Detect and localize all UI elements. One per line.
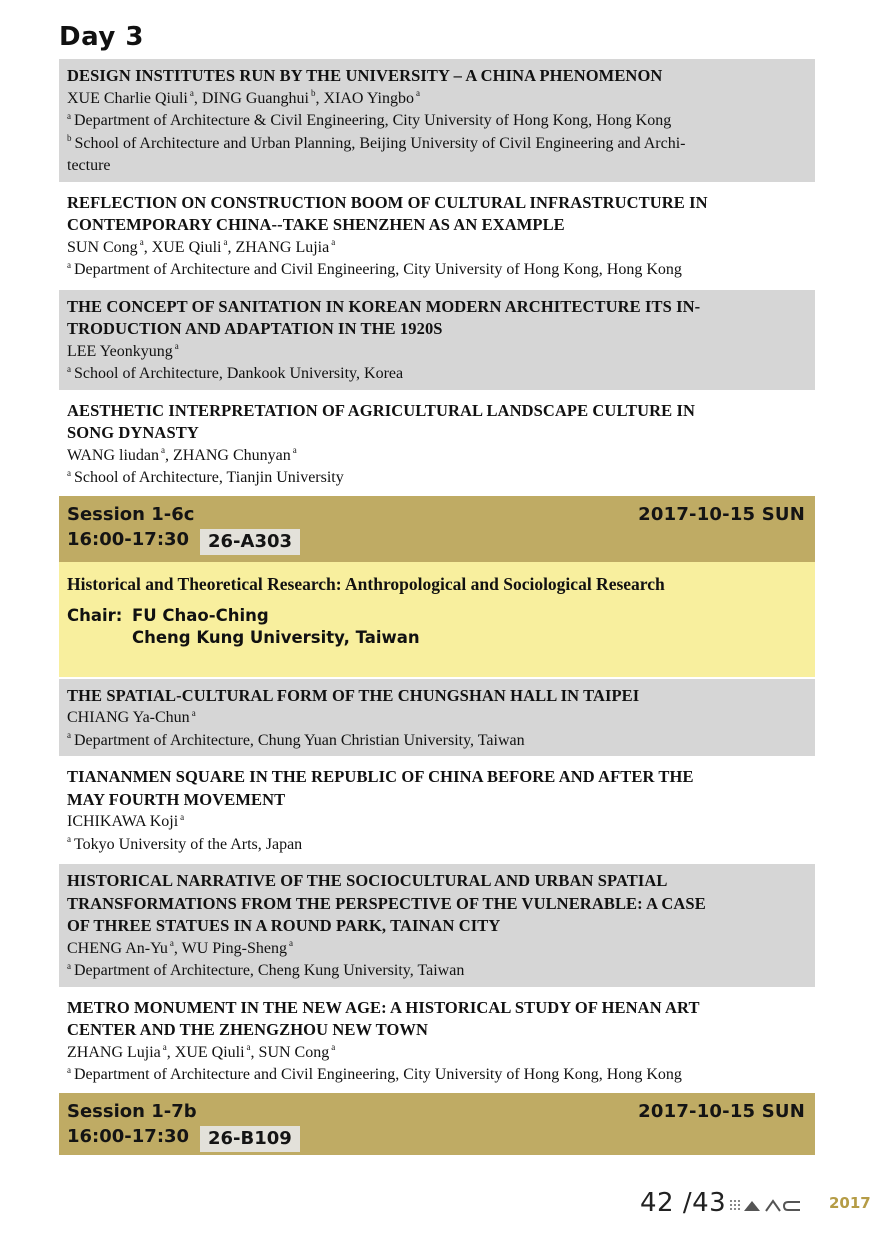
author-name: WANG liudan bbox=[67, 446, 159, 464]
paper-authors bbox=[67, 707, 807, 730]
paper-title-line: TRODUCTION AND ADAPTATION IN THE 1920S bbox=[67, 319, 443, 338]
paper-authors bbox=[67, 88, 807, 111]
affiliation-text: Department of Architecture & Civil Engineering, City University of Hong Kong, Hong Kong bbox=[74, 112, 672, 129]
paper-affiliation bbox=[67, 259, 807, 282]
affiliation-text: Department of Architecture, Cheng Kung University, Taiwan bbox=[74, 962, 465, 979]
day-title: Day 3 bbox=[59, 22, 144, 52]
paper-title-line: SONG DYNASTY bbox=[67, 423, 199, 442]
author-name: XUE Qiuli bbox=[174, 1043, 245, 1061]
paper-title-line: MAY FOURTH MOVEMENT bbox=[67, 789, 286, 809]
footer-year: 2017 bbox=[829, 1194, 871, 1212]
session-name: Session 1-6c bbox=[67, 503, 195, 525]
author-affiliation-mark: a bbox=[174, 341, 179, 352]
affiliation-text: Department of Architecture, Chung Yuan Christian University, Taiwan bbox=[74, 731, 525, 749]
paper-affiliation bbox=[67, 133, 807, 156]
paper-authors bbox=[67, 811, 807, 834]
paper-entry bbox=[59, 991, 815, 1091]
author-affiliation-mark: a bbox=[169, 938, 174, 949]
affiliation-text: Department of Architecture and Civil Engineering, City University of Hong Kong, Hong Kong bbox=[74, 1066, 682, 1083]
affiliation-mark: b bbox=[67, 133, 72, 144]
affiliation-mark: a bbox=[67, 960, 71, 971]
paper-entry bbox=[59, 679, 815, 757]
affiliation-text: School of Architecture, Dankook University, Korea bbox=[74, 365, 404, 382]
paper-title-line: THE CONCEPT OF SANITATION IN KOREAN MODERN ARCHITECTURE ITS IN- bbox=[67, 296, 701, 316]
paper-title-line: AESTHETIC INTERPRETATION OF AGRICULTURAL LANDSCAPE CULTURE IN bbox=[67, 400, 696, 420]
author-name: ZHANG Lujia bbox=[67, 1043, 161, 1061]
paper-affiliation bbox=[67, 363, 807, 386]
author-name: CHIANG Ya-Chun bbox=[67, 709, 190, 726]
affiliation-mark: a bbox=[67, 259, 71, 270]
paper-entry bbox=[59, 59, 815, 182]
author-separator: , bbox=[227, 238, 236, 256]
author-affiliation-mark: b bbox=[310, 88, 316, 99]
affiliation-mark: a bbox=[67, 110, 71, 121]
session-header-2 bbox=[59, 1093, 815, 1155]
author-name: ICHIKAWA Koji bbox=[67, 813, 179, 830]
author-separator: , bbox=[250, 1043, 259, 1061]
chair-institution: Cheng Kung University, Taiwan bbox=[132, 627, 420, 647]
author-separator: , bbox=[315, 89, 324, 107]
paper-title-line: OF THREE STATUES IN A ROUND PARK, TAINAN CITY bbox=[67, 916, 501, 935]
author-name: ZHANG Chunyan bbox=[172, 446, 291, 464]
session-date: 2017-10-15 SUN bbox=[638, 1100, 805, 1122]
session-room-badge: 26-B109 bbox=[200, 1126, 300, 1152]
session-time: 16:00-17:30 bbox=[67, 528, 190, 550]
paper-authors bbox=[67, 341, 807, 364]
author-name: WU Ping-Sheng bbox=[181, 939, 287, 957]
session-theme-box bbox=[59, 562, 815, 677]
author-name: XIAO Yingbo bbox=[323, 89, 414, 107]
author-affiliation-mark: a bbox=[331, 237, 336, 248]
affiliation-text: Department of Architecture and Civil Engineering, City University of Hong Kong, Hong Kong bbox=[74, 261, 682, 278]
author-name: SUN Cong bbox=[67, 238, 138, 256]
affiliation-text: School of Architecture and Urban Planning, Beijing University of Civil Engineering and Archi- bbox=[74, 134, 686, 152]
paper-title-line: TRANSFORMATIONS FROM THE PERSPECTIVE OF THE VULNERABLE: A CASE bbox=[67, 893, 706, 913]
paper-affiliation bbox=[67, 1064, 807, 1087]
paper-title-line: METRO MONUMENT IN THE NEW AGE: A HISTORICAL STUDY OF HENAN ART bbox=[67, 997, 700, 1017]
paper-group-b bbox=[59, 679, 815, 1091]
author-separator: , bbox=[193, 89, 202, 107]
paper-authors bbox=[67, 237, 807, 260]
author-separator: , bbox=[166, 1043, 175, 1061]
paper-affiliation bbox=[67, 960, 807, 983]
session-date: 2017-10-15 SUN bbox=[638, 503, 805, 525]
author-name: CHENG An-Yu bbox=[67, 939, 168, 957]
affiliation-mark: a bbox=[67, 363, 71, 374]
author-affiliation-mark: a bbox=[189, 88, 194, 99]
author-affiliation-mark: a bbox=[139, 237, 144, 248]
author-name: XUE Qiuli bbox=[151, 238, 222, 256]
affiliation-mark: a bbox=[67, 730, 71, 741]
paper-title-line: REFLECTION ON CONSTRUCTION BOOM OF CULTURAL INFRASTRUCTURE IN bbox=[67, 192, 708, 212]
author-separator: , bbox=[143, 238, 152, 256]
author-affiliation-mark: a bbox=[246, 1042, 251, 1053]
author-separator: , bbox=[164, 446, 173, 464]
paper-entry bbox=[59, 186, 815, 286]
author-affiliation-mark: a bbox=[191, 707, 196, 718]
paper-title-line: TIANANMEN SQUARE IN THE REPUBLIC OF CHINA BEFORE AND AFTER THE bbox=[67, 767, 694, 786]
author-affiliation-mark: a bbox=[288, 938, 293, 949]
paper-affiliation bbox=[67, 730, 807, 753]
session-time: 16:00-17:30 bbox=[67, 1125, 190, 1147]
author-affiliation-mark: a bbox=[331, 1042, 336, 1053]
author-affiliation-mark: a bbox=[180, 811, 185, 822]
paper-affiliation bbox=[67, 155, 807, 178]
chair-label: Chair: bbox=[67, 605, 123, 625]
affiliation-mark: a bbox=[67, 467, 71, 478]
author-name: XUE Charlie Qiuli bbox=[67, 89, 188, 107]
session-theme-title: Historical and Theoretical Research: Anthropological and Sociological Research bbox=[67, 573, 665, 594]
author-affiliation-mark: a bbox=[160, 445, 165, 456]
paper-entry bbox=[59, 864, 815, 987]
paper-entry bbox=[59, 760, 815, 860]
author-separator: , bbox=[173, 939, 182, 957]
session-header-1 bbox=[59, 496, 815, 562]
paper-title-line: THE SPATIAL-CULTURAL FORM OF THE CHUNGSHAN HALL IN TAIPEI bbox=[67, 685, 640, 705]
author-name: LEE Yeonkyung bbox=[67, 342, 173, 360]
author-name: DING Guanghui bbox=[201, 89, 309, 107]
paper-group-a bbox=[59, 59, 815, 494]
affiliation-mark: a bbox=[67, 1064, 71, 1075]
paper-title-line: DESIGN INSTITUTES RUN BY THE UNIVERSITY – A CHINA PHENOMENON bbox=[67, 66, 663, 85]
paper-affiliation bbox=[67, 110, 807, 133]
paper-title-line: HISTORICAL NARRATIVE OF THE SOCIOCULTURAL AND URBAN SPATIAL bbox=[67, 871, 668, 890]
author-affiliation-mark: a bbox=[162, 1042, 167, 1053]
author-name: ZHANG Lujia bbox=[235, 238, 330, 256]
paper-entry bbox=[59, 290, 815, 390]
program-list bbox=[59, 59, 815, 1155]
paper-affiliation bbox=[67, 467, 807, 490]
author-affiliation-mark: a bbox=[415, 88, 420, 99]
paper-authors bbox=[67, 445, 807, 468]
author-name: SUN Cong bbox=[258, 1043, 330, 1061]
author-affiliation-mark: a bbox=[292, 445, 297, 456]
paper-authors bbox=[67, 1042, 807, 1065]
affiliation-mark: a bbox=[67, 834, 71, 845]
chair-name: FU Chao-Ching bbox=[132, 605, 269, 625]
author-affiliation-mark: a bbox=[223, 237, 228, 248]
paper-title-line: CENTER AND THE ZHENGZHOU NEW TOWN bbox=[67, 1020, 429, 1039]
affiliation-text: School of Architecture, Tianjin University bbox=[74, 469, 344, 486]
paper-title-line: CONTEMPORARY CHINA--TAKE SHENZHEN AS AN EXAMPLE bbox=[67, 215, 565, 234]
session-chair bbox=[67, 606, 807, 652]
session-name: Session 1-7b bbox=[67, 1100, 197, 1122]
session-room-badge: 26-A303 bbox=[200, 529, 300, 555]
page-number: 42 /43 bbox=[640, 1188, 727, 1218]
affiliation-text: Tokyo University of the Arts, Japan bbox=[74, 835, 303, 853]
paper-entry bbox=[59, 394, 815, 494]
paper-authors bbox=[67, 938, 807, 961]
affiliation-text: tecture bbox=[67, 157, 111, 174]
paper-affiliation bbox=[67, 834, 807, 857]
